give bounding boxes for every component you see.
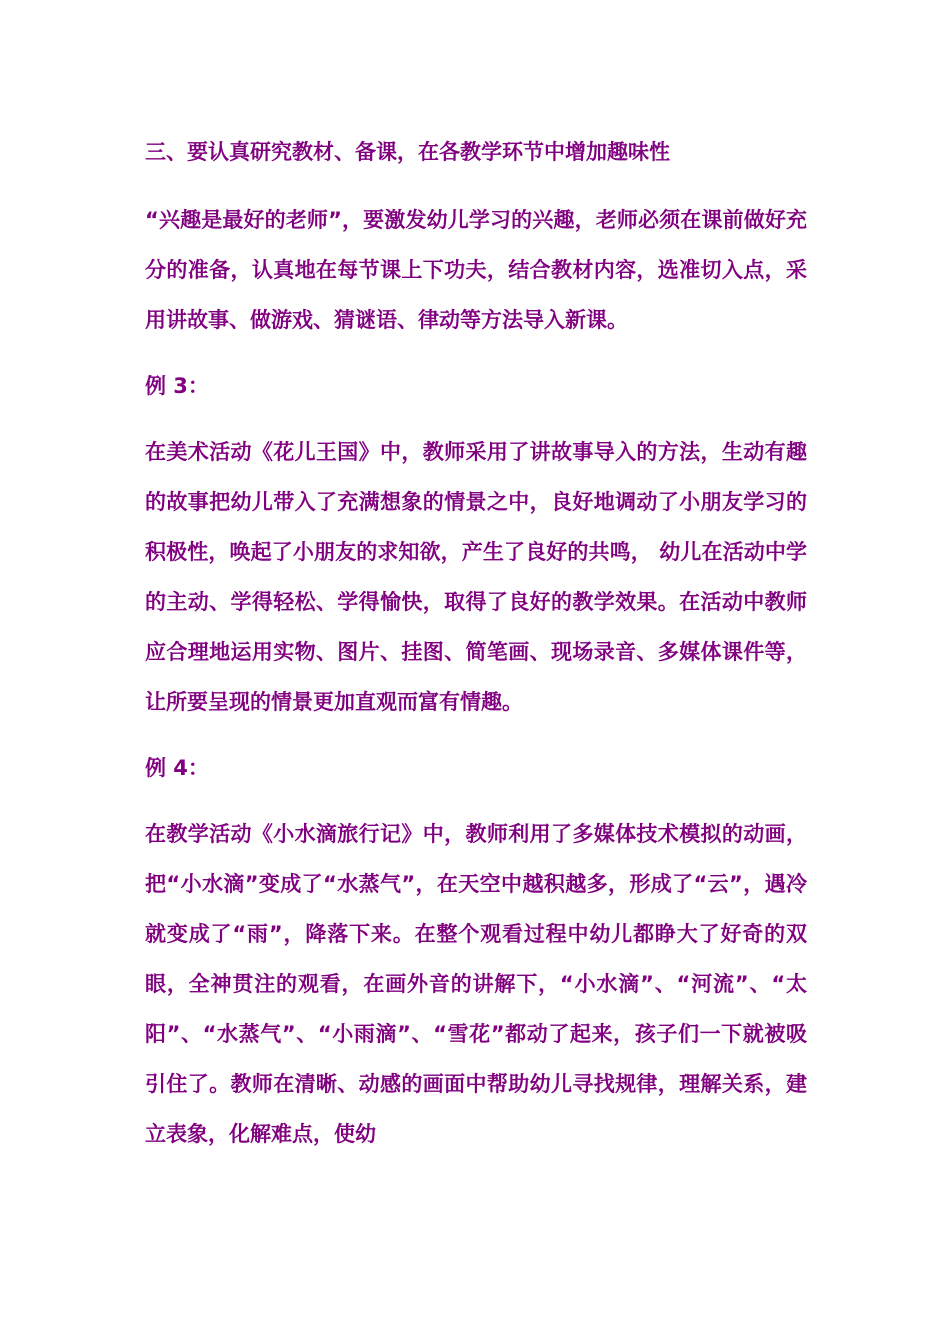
section-heading: 三、要认真研究教材、备课，在各教学环节中增加趣味性 — [145, 140, 670, 164]
example-4-label: 例 4： — [145, 756, 209, 780]
paragraph-example-3: 在美术活动《花儿王国》中，教师采用了讲故事导入的方法，生动有趣的故事把幼儿带入了充满想象的情景之中，良好地调动了小朋友学习的积极性，唤起了小朋友的求知欲，产生了良好的共鸣， 幼儿在活动中学的主动、学得轻松、学得愉快，取得了良好的教学效果。在活动中教师应合理地运用实物、图片、挂图、简笔画、现场录音、多媒体课件等，让所要呈现的情景更加直观而富有情趣。 — [145, 440, 807, 714]
paragraph-example-4: 在教学活动《小水滴旅行记》中，教师利用了多媒体技术模拟的动画，把“小水滴”变成了“水蒸气”，在天空中越积越多，形成了“云”，遇冷就变成了“雨”，降落下来。在整个观看过程中幼儿都睁大了好奇的双眼，全神贯注的观看，在画外音的讲解下，“小水滴”、“河流”、“太阳”、“水蒸气”、“小雨滴”、“雪花”都动了起来，孩子们一下就被吸引住了。教师在清晰、动感的画面中帮助幼儿寻找规律，理解关系，建立表象，化解难点，使幼 — [145, 822, 807, 1146]
example-3-label: 例 3： — [145, 374, 209, 398]
document-page — [145, 128, 807, 1175]
paragraph-intro: “兴趣是最好的老师”，要激发幼儿学习的兴趣，老师必须在课前做好充分的准备，认真地在每节课上下功夫，结合教材内容，选准切入点，采用讲故事、做游戏、猜谜语、律动等方法导入新课。 — [145, 208, 807, 332]
